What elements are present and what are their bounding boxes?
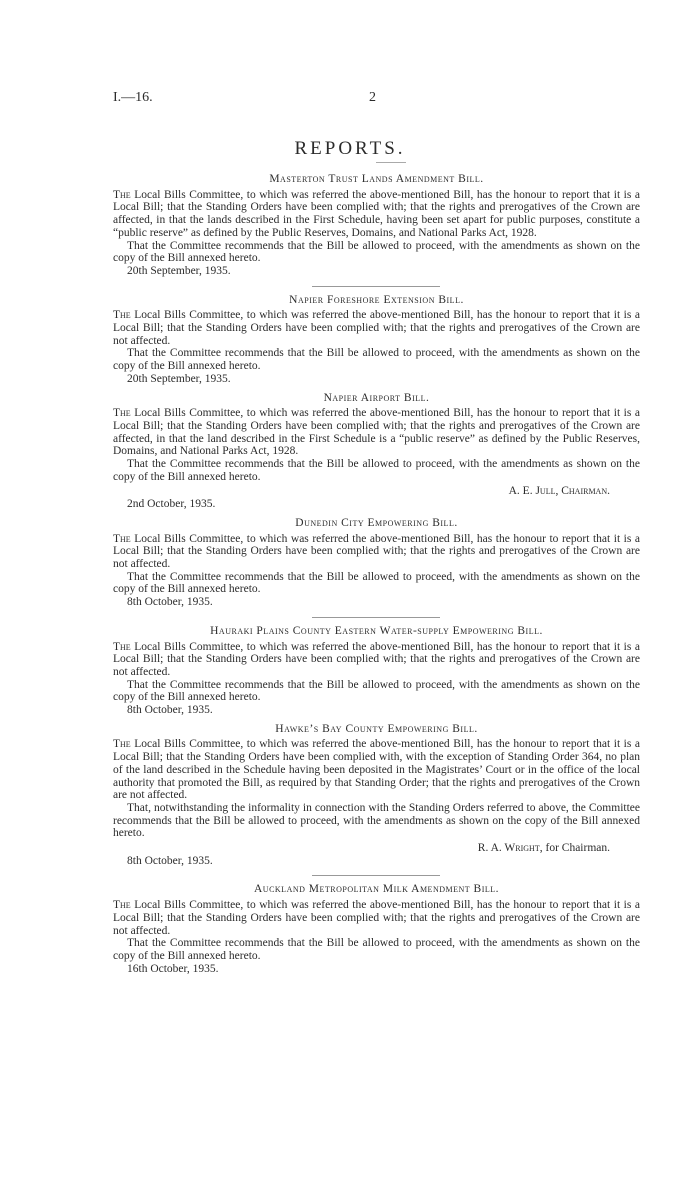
report-date: 8th October, 1935. xyxy=(127,854,213,867)
report-date: 16th October, 1935. xyxy=(127,962,219,975)
report-signature xyxy=(113,842,640,855)
document-reference: I.—16. xyxy=(113,90,153,105)
section-divider xyxy=(312,617,440,618)
report-recommendation: That the Committee recommends that the Bill be allowed to proceed, with the amendments as shown on the copy of the Bill annexed hereto. xyxy=(113,678,640,704)
report-title: Dunedin City Empowering Bill. xyxy=(295,516,458,529)
report-lead: The xyxy=(113,532,131,545)
signature-role: Chairman. xyxy=(561,485,610,498)
report-body-text: Local Bills Committee, to which was referred the above-mentioned Bill, has the honour to report that it is a Local Bill; that the Standing Orders have been complied with; that the rights and prerogatives of the Crown are not affected. xyxy=(113,309,640,347)
report-lead: The xyxy=(113,640,131,653)
report-recommendation: That the Committee recommends that the Bill be allowed to proceed, with the amendments as shown on the copy of the Bill annexed hereto. xyxy=(113,347,640,373)
report-title: Hauraki Plains County Eastern Water-supply Empowering Bill. xyxy=(210,624,543,637)
report-auckland xyxy=(113,883,640,975)
section-divider xyxy=(312,875,440,876)
report-date: 2nd October, 1935. xyxy=(127,498,216,511)
report-body xyxy=(113,407,640,458)
report-body xyxy=(113,189,640,240)
report-hauraki xyxy=(113,625,640,717)
report-body xyxy=(113,738,640,802)
report-masterton xyxy=(113,173,640,278)
signature-name: A. E. Jull, xyxy=(508,485,559,498)
report-body-text: Local Bills Committee, to which was referred the above-mentioned Bill, has the honour to report that it is a Local Bill; that the Standing Orders have been complied with, with the exception of Standing Order 364, no plan of the land described in the Schedule having been deposited in the Magistrates’ Court or in the office of the local authority that promoted the Bill, as required by that Standing Order; that the rights and prerogatives of the Crown are not affected. xyxy=(113,738,640,802)
report-body xyxy=(113,641,640,679)
report-recommendation: That the Committee recommends that the Bill be allowed to proceed, with the amendments as shown on the copy of the Bill annexed hereto. xyxy=(113,570,640,596)
report-lead: The xyxy=(113,407,131,420)
report-lead: The xyxy=(113,899,131,912)
report-title: Napier Airport Bill. xyxy=(323,391,430,404)
report-date: 8th October, 1935. xyxy=(127,596,213,609)
report-title: Auckland Metropolitan Milk Amendment Bill. xyxy=(253,883,500,896)
report-recommendation: That the Committee recommends that the Bill be allowed to proceed, with the amendments as shown on the copy of the Bill annexed hereto. xyxy=(113,239,640,265)
report-lead: The xyxy=(113,738,131,751)
report-dunedin xyxy=(113,517,640,609)
report-hawkes-bay xyxy=(113,723,640,868)
report-recommendation: That the Committee recommends that the Bill be allowed to proceed, with the amendments as shown on the copy of the Bill annexed hereto. xyxy=(113,458,640,483)
report-body xyxy=(113,309,640,347)
signature-role: for Chairman. xyxy=(545,842,610,855)
report-lead: The xyxy=(113,309,131,322)
report-signature xyxy=(113,485,640,498)
page-title: REPORTS. xyxy=(294,138,406,159)
section-divider xyxy=(312,286,440,287)
report-body xyxy=(113,899,640,937)
report-date: 8th October, 1935. xyxy=(127,704,213,717)
report-recommendation: That, notwithstanding the informality in connection with the Standing Orders referred to above, the Committee recommends that the Bill be allowed to proceed, with the amendments as shown on the copy of the Bill annexed hereto. xyxy=(113,801,640,840)
report-body xyxy=(113,533,640,571)
report-date: 20th September, 1935. xyxy=(127,264,231,277)
page-number: 2 xyxy=(369,90,376,105)
reports-content xyxy=(113,158,640,975)
report-body-text: Local Bills Committee, to which was referred the above-mentioned Bill, has the honour to report that it is a Local Bill; that the Standing Orders have been complied with; that the rights and prerogatives of the Crown are affected, in that the lands described in the First Schedule, having been set apart for public purposes, constitute a “public reserve” as defined by the Public Reserves, Domains, and National Parks Act, 1928. xyxy=(113,188,640,239)
signature-name: R. A. Wright, xyxy=(477,842,543,855)
page-header xyxy=(113,90,640,110)
report-date: 20th September, 1935. xyxy=(127,372,231,385)
report-body-text: Local Bills Committee, to which was referred the above-mentioned Bill, has the honour to report that it is a Local Bill; that the Standing Orders have been complied with; that the rights and prerogatives of the Crown are not affected. xyxy=(113,640,640,678)
report-body-text: Local Bills Committee, to which was referred the above-mentioned Bill, has the honour to report that it is a Local Bill; that the Standing Orders have been complied with; that the rights and prerogatives of the Crown are affected, in that the land described in the First Schedule is a “public reserve” as defined by the Public Reserves, Domains, and National Parks Act, 1928. xyxy=(113,407,640,458)
report-napier-foreshore xyxy=(113,294,640,386)
report-title: Napier Foreshore Extension Bill. xyxy=(289,293,464,306)
report-body-text: Local Bills Committee, to which was referred the above-mentioned Bill, has the honour to report that it is a Local Bill; that the Standing Orders have been complied with; that the rights and prerogatives of the Crown are not affected. xyxy=(113,899,640,937)
report-title: Hawke’s Bay County Empowering Bill. xyxy=(275,722,478,735)
report-napier-airport xyxy=(113,392,640,511)
title-divider xyxy=(376,162,406,163)
report-title: Masterton Trust Lands Amendment Bill. xyxy=(269,173,484,185)
report-lead: The xyxy=(113,188,131,201)
report-body-text: Local Bills Committee, to which was referred the above-mentioned Bill, has the honour to report that it is a Local Bill; that the Standing Orders have been complied with; that the rights and prerogatives of the Crown are not affected. xyxy=(113,532,640,570)
report-recommendation: That the Committee recommends that the Bill be allowed to proceed, with the amendments as shown on the copy of the Bill annexed hereto. xyxy=(113,937,640,962)
